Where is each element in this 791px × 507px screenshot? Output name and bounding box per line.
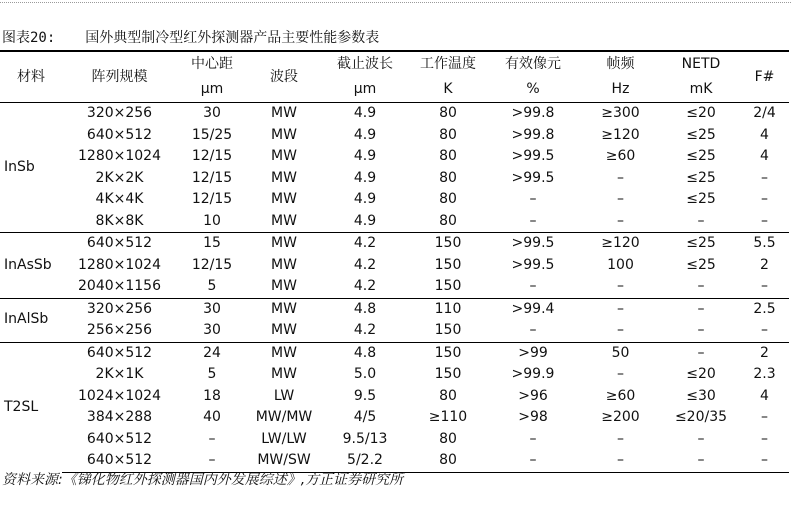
temp-cell: 80 [409,450,487,472]
array-cell: 2K×2K [95,169,144,186]
pitch-cell: 30 [177,103,247,125]
table-row [0,276,789,298]
netd-cell: ≤25 [686,191,716,207]
array-cell: 384×288 [86,409,153,425]
temp-cell: 150 [434,278,462,294]
temp-cell: 110 [409,298,487,320]
caption-title: 国外典型制冷型红外探测器产品主要性能参数表 [85,30,380,46]
fill-cell: >98 [518,409,548,425]
material-cell: InAlSb [0,298,62,342]
unit-netd: mK [662,77,740,103]
fill-cell: >99.5 [511,256,555,273]
fnum-cell: 4 [760,148,769,164]
pitch-cell: 18 [203,387,221,404]
band-cell: MW [271,366,297,382]
netd-cell: ≤20 [686,366,716,382]
netd-cell: – [662,342,740,364]
netd-cell: ≤25 [686,256,716,273]
band-cell: MW [247,342,321,364]
frame-cell: – [617,278,624,294]
band-cell: MW [271,126,297,143]
band-cell: MW [271,148,297,164]
cutoff-cell: 4.2 [321,233,409,255]
table-row [0,103,789,125]
table-caption [2,28,379,48]
unit-frame: Hz [579,77,662,103]
material-cell: InSb [0,103,62,233]
frame-cell: 50 [579,342,662,364]
array-cell: 2K×1K [95,366,144,382]
cutoff-cell: 4.2 [353,256,377,273]
frame-cell: – [617,212,624,229]
table-body [0,103,789,473]
pitch-cell: 10 [203,212,221,229]
netd-cell: – [697,322,705,338]
temp-cell: 80 [439,212,457,229]
pitch-cell: 15 [177,233,247,255]
array-cell: 640×512 [62,450,177,472]
pitch-cell: 24 [177,342,247,364]
frame-cell: – [617,366,624,382]
array-cell: 320×256 [62,298,177,320]
netd-cell: ≤30 [686,387,716,404]
band-cell: MW [271,256,297,273]
fill-cell: – [529,278,537,294]
netd-cell: ≤20 [662,103,740,125]
temp-cell: ≥110 [428,409,468,425]
cutoff-cell: 4.9 [353,148,377,164]
cutoff-cell: 4.9 [321,103,409,125]
netd-cell: – [697,212,705,229]
header-fill: 有效像元 [487,51,579,77]
fill-cell: >99.9 [511,366,555,382]
fnum-cell: 4 [760,126,769,143]
array-cell: 8K×8K [95,212,144,229]
header-pitch: 中心距 [177,51,247,77]
band-cell: MW/SW [247,450,321,472]
table-row [0,168,789,190]
band-cell: MW [247,298,321,320]
caption-label: 图表20: [2,30,56,46]
array-cell: 640×512 [86,430,153,447]
temp-cell: 80 [409,103,487,125]
fill-cell: – [529,322,537,338]
fnum-cell: 2 [740,342,789,364]
fnum-cell: – [740,450,789,472]
frame-cell: 100 [607,256,634,273]
band-cell: MW [271,212,297,229]
temp-cell: 80 [439,430,457,447]
fill-cell: >99.8 [487,103,579,125]
cutoff-cell: 9.5 [353,387,377,404]
pitch-cell: 5 [207,278,217,294]
cutoff-cell: 5.0 [353,366,377,382]
pitch-cell: 12/15 [191,169,233,186]
table-row [0,407,789,429]
band-cell: MW [271,169,297,186]
band-cell: MW [271,191,297,207]
temp-cell: 150 [409,342,487,364]
header-cutoff: 截止波长 [321,51,409,77]
band-cell: MW [271,322,297,338]
table-row [0,364,789,386]
array-cell: 1280×1024 [78,148,161,164]
table-row [0,320,789,342]
cutoff-cell: 4.2 [353,322,377,338]
temp-cell: 150 [434,366,462,382]
fill-cell: >99.5 [511,169,555,186]
netd-cell: – [662,298,740,320]
header-material: 材料 [0,51,62,103]
table-row [0,429,789,451]
cutoff-cell: 9.5/13 [342,430,388,447]
frame-cell: ≥200 [601,409,640,425]
array-cell: 2040×1156 [78,278,161,294]
band-cell: MW [247,233,321,255]
netd-cell: ≤25 [686,126,716,143]
netd-cell: ≤25 [686,169,716,186]
table-row [0,211,789,233]
table-row [0,146,789,168]
pitch-cell: – [177,450,247,472]
fill-cell: >96 [518,387,548,404]
fill-cell: >99.5 [511,148,555,164]
fill-cell: – [529,212,537,229]
fill-cell: >99.5 [487,233,579,255]
temp-cell: 80 [439,169,457,186]
pitch-cell: 40 [203,409,221,425]
fnum-cell: – [761,169,768,186]
header-row [0,51,789,77]
table-row [0,189,789,211]
netd-cell: ≤25 [662,233,740,255]
material-cell: T2SL [0,342,62,472]
frame-cell: ≥300 [579,103,662,125]
temp-cell: 150 [409,233,487,255]
array-cell: 256×256 [86,322,153,338]
header-frame: 帧频 [579,51,662,77]
cutoff-cell: 4.9 [353,191,377,207]
pitch-cell: 5 [207,366,217,382]
pitch-cell: 12/15 [191,148,233,164]
table-row [0,342,789,364]
cutoff-cell: 4.8 [321,298,409,320]
unit-temp: K [409,77,487,103]
frame-cell: – [617,322,624,338]
frame-cell: ≥60 [605,148,636,164]
fnum-cell: – [761,212,768,229]
pitch-cell: 12/15 [191,256,233,273]
netd-cell: – [662,450,740,472]
temp-cell: 80 [439,191,457,207]
table-row [0,233,789,255]
netd-cell: ≤20/35 [674,409,728,425]
frame-cell: ≥120 [579,233,662,255]
unit-fill: % [487,77,579,103]
fill-cell: >99.8 [511,126,555,143]
table-row [0,298,789,320]
temp-cell: 150 [434,322,462,338]
array-cell: 1280×1024 [78,256,161,273]
temp-cell: 80 [439,126,457,143]
netd-cell: ≤25 [686,148,716,164]
pitch-cell: 30 [177,298,247,320]
frame-cell: – [617,169,624,186]
array-cell: 640×512 [86,126,153,143]
unit-cutoff: μm [321,77,409,103]
pitch-cell: 12/15 [191,191,233,207]
fnum-cell: 5.5 [740,233,789,255]
cutoff-cell: 4.9 [353,212,377,229]
frame-cell: – [579,298,662,320]
frame-cell: – [617,191,624,207]
header-band: 波段 [247,51,321,103]
fnum-cell: 2/4 [740,103,789,125]
fnum-cell: 4 [760,387,769,404]
source-note: 资料来源:《锑化物红外探测器国内外发展综述》,方正证券研究所 [2,472,404,488]
table-row [0,125,789,147]
fill-cell: – [529,191,537,207]
fill-cell: >99.4 [487,298,579,320]
temp-cell: 150 [434,256,462,273]
fnum-cell: – [761,430,768,447]
band-cell: MW [247,103,321,125]
fnum-cell: – [761,409,768,425]
band-cell: MW/MW [255,409,313,425]
netd-cell: – [697,430,705,447]
array-cell: 1024×1024 [78,387,161,404]
header-netd: NETD [662,51,740,77]
cutoff-cell: 4.2 [353,278,377,294]
netd-cell: – [697,278,705,294]
band-cell: LW/LW [261,430,307,447]
fill-cell: – [529,430,537,447]
temp-cell: 80 [439,148,457,164]
fnum-cell: – [761,278,768,294]
cutoff-cell: 4.9 [353,126,377,143]
array-cell: 4K×4K [95,191,144,207]
band-cell: MW [271,278,297,294]
fill-cell: – [487,450,579,472]
detector-spec-table [0,50,789,473]
frame-cell: ≥120 [601,126,640,143]
cutoff-cell: 4.8 [321,342,409,364]
band-cell: LW [273,387,295,404]
cutoff-cell: 4.9 [353,169,377,186]
fnum-cell: – [761,191,768,207]
table-row [0,450,789,472]
header-array: 阵列规模 [62,51,177,103]
cutoff-cell: 4/5 [353,409,377,425]
material-cell: InAsSb [0,233,62,299]
fill-cell: >99 [487,342,579,364]
array-cell: 320×256 [62,103,177,125]
fnum-cell: 2.5 [740,298,789,320]
fnum-cell: 2 [760,256,769,273]
pitch-cell: 30 [203,322,221,338]
header-fnum: F# [740,51,789,103]
temp-cell: 80 [439,387,457,404]
array-cell: 640×512 [62,342,177,364]
table-row [0,255,789,277]
pitch-cell: – [208,430,216,447]
fnum-cell: – [761,322,768,338]
array-cell: 640×512 [62,233,177,255]
pitch-cell: 15/25 [191,126,233,143]
top-dotted-rule [0,2,791,3]
fnum-cell: 2.3 [753,366,776,382]
cutoff-cell: 5/2.2 [321,450,409,472]
frame-cell: – [617,430,624,447]
unit-pitch: μm [177,77,247,103]
frame-cell: – [579,450,662,472]
table-row [0,386,789,408]
frame-cell: ≥60 [605,387,636,404]
header-temp: 工作温度 [409,51,487,77]
